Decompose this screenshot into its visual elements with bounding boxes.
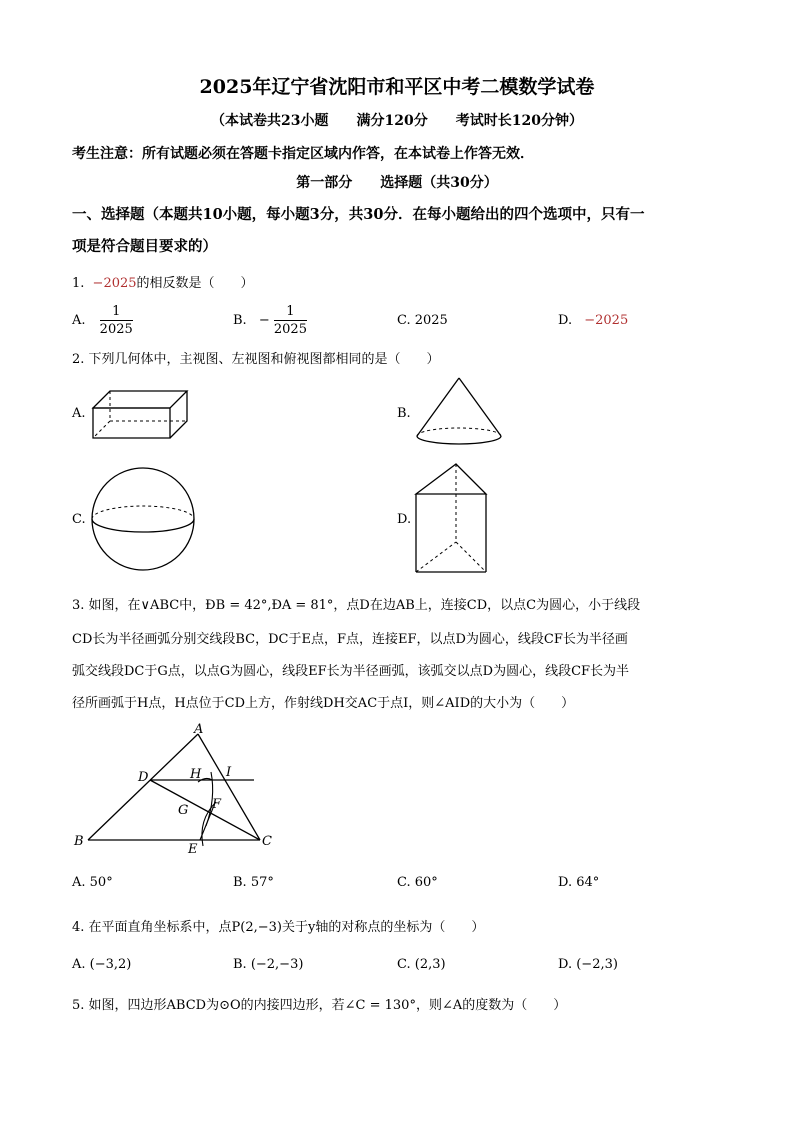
label-b: B [74,834,84,849]
option-label: B. [233,313,247,328]
denominator: 2025 [99,322,133,337]
cone-figure [413,376,505,448]
q3-line1: 3. 如图，在∨ABC中，ÐB = 42°,ÐA = 81°，点D在边AB上，连接CD，以点C为圆心，小于线段 [72,598,641,613]
q4-option-d: D. (−2,3) [558,957,618,972]
q1-option-d [558,313,628,328]
q3-triangle-figure [70,720,280,860]
minus-sign: − [258,313,270,328]
question-number: 1. [72,276,85,291]
exam-title: 2025年辽宁省沈阳市和平区中考二模数学试卷 [199,76,595,98]
cuboid-figure [90,388,190,442]
label-g: G [178,803,189,818]
label-e: E [188,842,198,857]
q2-option-c-label: C. [72,512,86,527]
option-label: D. [558,313,573,328]
fraction [274,304,307,337]
triangular-prism-figure [414,460,490,578]
q3-line3: 弧交线段DC于G点，以点G为圆心，线段EF长为半径画弧，该弧交以点D为圆心，线段CF长为半 [72,664,630,679]
numerator: 1 [274,304,307,321]
q3-line4: 径所画弧于H点，H点位于CD上方，作射线DH交AC于点I，则∠AID的大小为（ ） [72,696,575,711]
q3-option-c: C. 60° [397,875,438,890]
q1-text: 的相反数是（ ） [136,276,254,291]
numerator: 1 [100,304,133,321]
q3-option-b: B. 57° [233,875,274,890]
option-value: −2025 [584,313,629,328]
denominator: 2025 [273,322,307,337]
label-a: A [194,722,204,737]
question-2: 2. 下列几何体中，主视图、左视图和俯视图都相同的是（ ） [72,352,440,367]
q2-option-d-label: D. [397,512,412,527]
label-d: D [138,770,149,785]
exam-subtitle: （本试卷共23小题 满分120分 考试时长120分钟） [211,113,583,129]
option-label: A. [72,313,86,328]
section-heading-line1: 一、选择题（本题共10小题，每小题3分，共30分．在每小题给出的四个选项中，只有一 [72,206,645,223]
q3-option-d: D. 64° [558,875,600,890]
label-h: H [190,767,202,782]
question-1 [72,272,254,291]
question-4: 4. 在平面直角坐标系中，点P(2,−3)关于y轴的对称点的坐标为（ ） [72,920,485,935]
q1-expression: −2025 [92,276,137,291]
label-c: C [262,834,272,849]
fraction [100,304,133,337]
q3-line2: CD长为半径画弧分别交线段BC，DC于E点，F点，连接EF，以点D为圆心，线段CF长为半径画 [72,632,628,647]
q1-option-c: C. 2025 [397,313,448,328]
q3-option-a: A. 50° [72,875,113,890]
part-title: 第一部分 选择题（共30分） [296,175,498,191]
q1-option-b [233,304,307,337]
label-f: F [212,797,222,812]
question-5: 5. 如图，四边形ABCD为⊙O的内接四边形，若∠C = 130°，则∠A的度数为（ ） [72,998,567,1013]
q4-option-b: B. (−2,−3) [233,957,304,972]
q2-option-a-label: A. [72,406,86,421]
sphere-figure [90,466,200,576]
q2-option-b-label: B. [397,406,411,421]
section-heading-line2: 项是符合题目要求的） [72,238,217,255]
q4-option-a: A. (−3,2) [72,957,132,972]
q4-option-c: C. (2,3) [397,957,446,972]
label-i: I [226,765,232,780]
exam-notice: 考生注意：所有试题必须在答题卡指定区域内作答，在本试卷上作答无效． [72,146,534,162]
q1-option-a [72,304,133,337]
